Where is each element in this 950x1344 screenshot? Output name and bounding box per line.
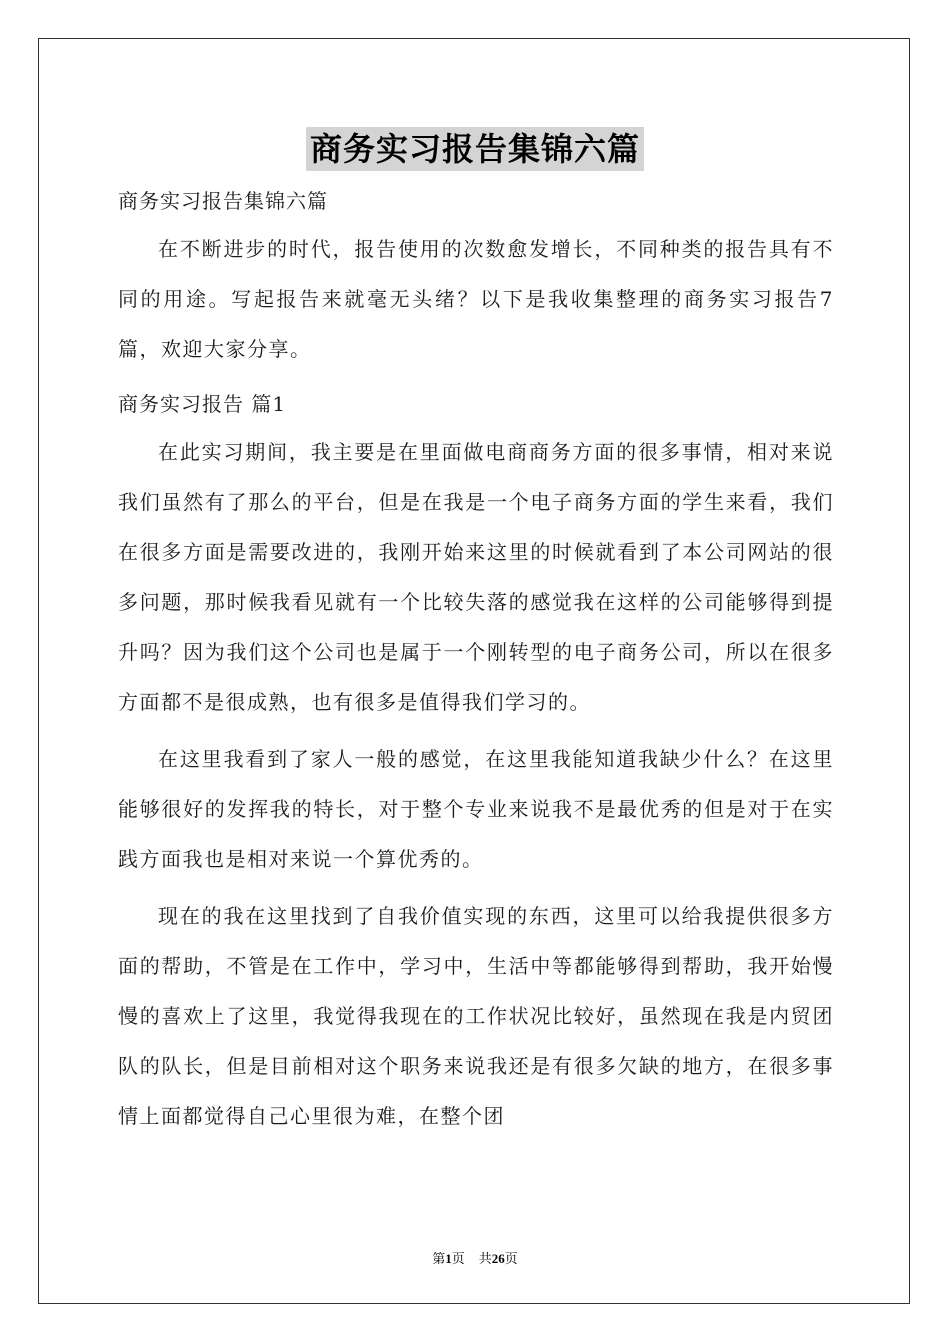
total-suffix: 页: [504, 1251, 518, 1266]
page-footer: [0, 1248, 950, 1267]
document-subtitle: 商务实习报告集锦六篇: [118, 189, 328, 213]
body-paragraph: 现在的我在这里找到了自我价值实现的东西，这里可以给我提供很多方面的帮助，不管是在工作中，学习中，生活中等都能够得到帮助，我开始慢慢的喜欢上了这里，我觉得我现在的工作状况比较好，虽然现在我是内贸团队的队长，但是目前相对这个职务来说我还是有很多欠缺的地方，在很多事情上面都觉得自己心里很为难，在整个团: [118, 904, 834, 1128]
intro-paragraph: 在不断进步的时代，报告使用的次数愈发增长，不同种类的报告具有不同的用途。写起报告来就毫无头绪？以下是我收集整理的商务实习报告7篇，欢迎大家分享。: [118, 237, 834, 361]
page-total: 26: [491, 1251, 505, 1266]
document-title-text: 商务实习报告集锦六篇: [306, 127, 644, 171]
page-prefix: 第: [432, 1251, 446, 1266]
body-paragraph: 在这里我看到了家人一般的感觉，在这里我能知道我缺少什么？在这里能够很好的发挥我的特长，对于整个专业来说我不是最优秀的但是对于在实践方面我也是相对来说一个算优秀的。: [118, 747, 834, 871]
document-body: [118, 178, 834, 1148]
total-prefix: 共: [478, 1251, 492, 1266]
page-suffix: 页: [451, 1251, 465, 1266]
page-current: 1: [445, 1251, 452, 1266]
document-title: [0, 127, 950, 171]
body-paragraph: 在此实习期间，我主要是在里面做电商商务方面的很多事情，相对来说我们虽然有了那么的平台，但是在我是一个电子商务方面的学生来看，我们在很多方面是需要改进的，我刚开始来这里的时候就看到了本公司网站的很多问题，那时候我看见就有一个比较失落的感觉我在这样的公司能够得到提升吗？因为我们这个公司也是属于一个刚转型的电子商务公司，所以在很多方面都不是很成熟，也有很多是值得我们学习的。: [118, 440, 834, 714]
section-heading: 商务实习报告 篇1: [118, 392, 287, 416]
